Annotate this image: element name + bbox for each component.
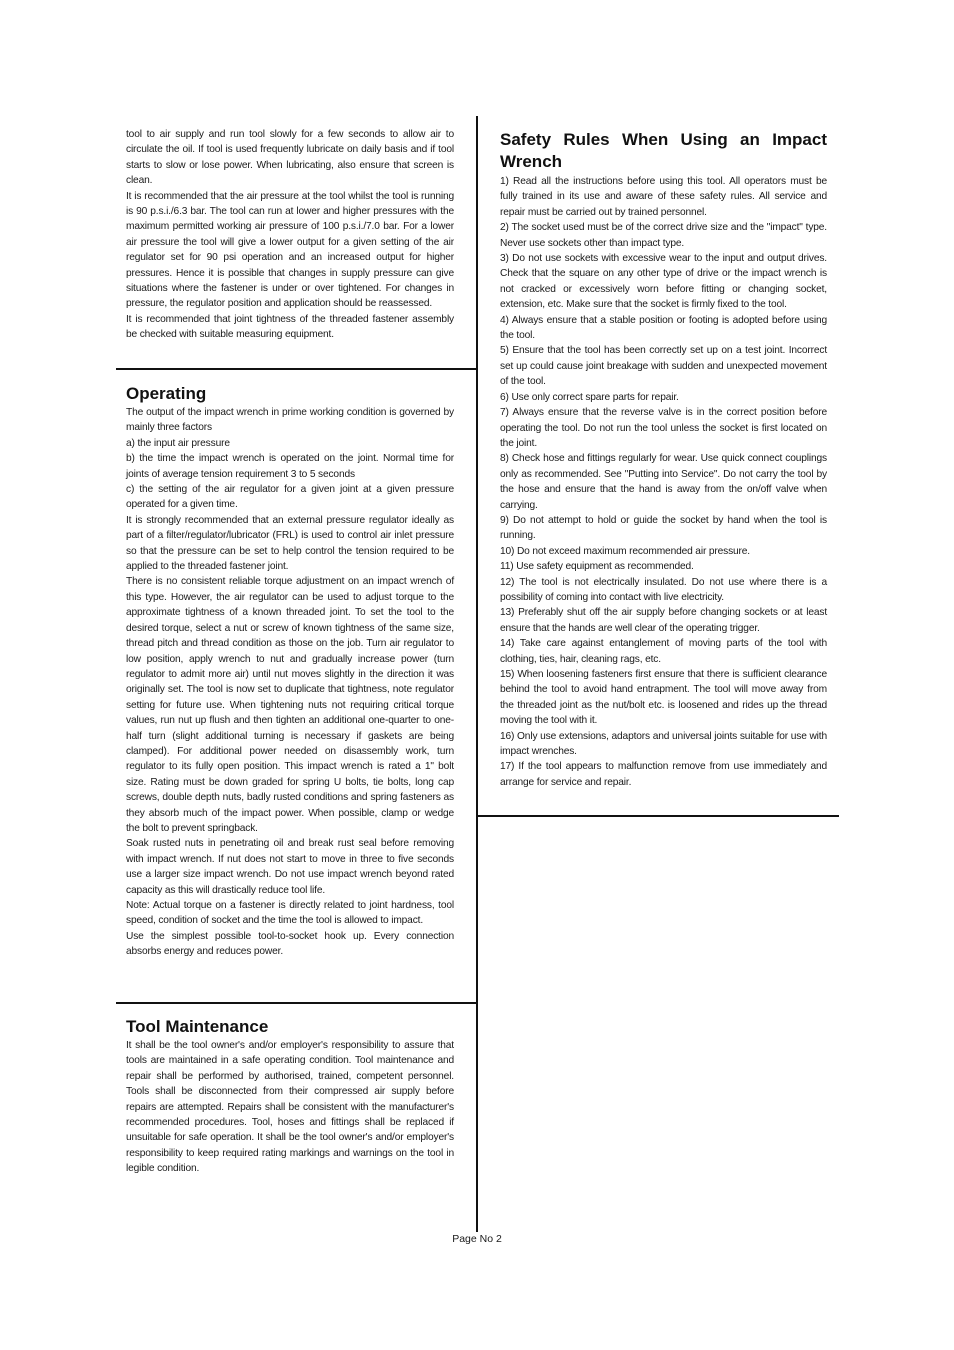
- paragraph: The output of the impact wrench in prime working condition is governed by mainly three factors: [126, 407, 454, 434]
- paragraph: Use the simplest possible tool-to-socket hook up. Every connection absorbs energy and reduces power.: [126, 930, 454, 958]
- paragraph: There is no consistent reliable torque adjustment on an impact wrench of this type. However, the air regulator can be used to adjust torque to the approximate tightness of a known threaded joint. To set the tool to the desired torque, select a nut or screw of known tightness of the same size, thread pitch and thread condition as those on the job. Turn air regulator to low position, apply wrench to nut and gradually increase power (turn regulator to admit more air) until nut moves slightly in the direction it was originally set. The tool is now set to duplicate that tightness, note regulator setting for future use. When tightening nuts not requiring critical torque values, run nut up flush and then tighten an additional one-quarter to one-half turn (slight additional turning is necessary if gaskets are being clamped). For additional power needed on disassembly work, turn regulator to its fully open position. This impact wrench is rated a 1" bolt size. Rating must be down graded for spring U bolts, tie bolts, long cap screws, double depth nuts, badly rusted conditions and spring fasteners as they absorb much of the impact power. When possible, clamp or wedge the bolt to prevent springback.: [126, 576, 454, 834]
- safety-rule: 12) The tool is not electrically insulated. Do not use where there is a possibility of coming into contact with live electricity.: [500, 576, 827, 603]
- paragraph: tool to air supply and run tool slowly for a few seconds to allow air to circulate the oil. If tool is used frequently lubricate on daily basis and if tool starts to slow or lose power. When lubricating, also ensure that screen is clean.: [126, 129, 454, 187]
- safety-section: [500, 129, 827, 790]
- paragraph: It is recommended that the air pressure at the tool whilst the tool is running is 90 p.s.i./6.3 bar. The tool can run at lower and higher pressures with the maximum permitted working air pressure of 100 p.s.i./7.0 bar. For a lower air pressure the tool will give a lower output for a given setting of the air regulator set for 90 psi operation and an increased output for higher pressures. Hence it is possible that changes in supply pressure can give situations where the fastener is under or over tightened. For changes in pressure, the regulator position and application should be reassessed.: [126, 190, 454, 310]
- operating-section: [126, 383, 454, 960]
- safety-rule: 13) Preferably shut off the air supply before changing sockets or at least ensure that the hands are well clear of the operating trigger.: [500, 607, 827, 634]
- safety-rule: 8) Check hose and fittings regularly for wear. Use quick connect couplings only as recommended. See "Putting into Service". Do not carry the tool by the hose and ensure that the hand is away from the on/off valve when carrying.: [500, 453, 827, 511]
- safety-rule: 11) Use safety equipment as recommended.: [500, 561, 694, 573]
- paragraph: Note: Actual torque on a fastener is directly related to joint hardness, tool speed, condition of socket and the time the tool is allowed to impact.: [126, 900, 454, 927]
- section-rule-intro: [116, 368, 476, 370]
- safety-rule: 10) Do not exceed maximum recommended air pressure.: [500, 545, 750, 557]
- paragraph: b) the time the impact wrench is operated on the joint. Normal time for joints of average tension requirement 3 to 5 seconds: [126, 453, 454, 480]
- safety-rule: 16) Only use extensions, adaptors and universal joints suitable for use with impact wrenches.: [500, 730, 827, 758]
- safety-rule: 7) Always ensure that the reverse valve is in the correct position before operating the tool. Do not run the tool unless the socket is first located on the joint.: [500, 407, 827, 449]
- paragraph: It is recommended that joint tightness of the threaded fastener assembly be checked with suitable measuring equipment.: [126, 313, 454, 341]
- section-heading-safety: Safety Rules When Using an Impact Wrench: [500, 130, 827, 171]
- paragraph: It is strongly recommended that an external pressure regulator ideally as part of a filter/regulator/lubricator (FRL) is used to control air inlet pressure so that the pressure can be set to help control the tension required to be applied to the threaded fastener joint.: [126, 514, 454, 573]
- intro-section: [126, 127, 454, 343]
- safety-rule: 3) Do not use sockets with excessive wear to the input and output drives. Check that the square on any other type of drive or the impact wrench is not cracked or excessively worn before fitting or changing socket, extension, etc. Make sure that the socket is firmly fixed to the tool.: [500, 253, 827, 311]
- safety-rule: 6) Use only correct spare parts for repair.: [500, 391, 679, 403]
- safety-rule: 5) Ensure that the tool has been correctly set up on a test joint. Incorrect set up could cause joint breakage with sudden and unexpected movement of the tool.: [500, 345, 827, 388]
- safety-rule: 9) Do not attempt to hold or guide the socket by hand when the tool is running.: [500, 514, 827, 542]
- safety-rule: 1) Read all the instructions before using this tool. All operators must be fully trained in its use and aware of these safety rules. All service and repair must be carried out by trained personnel.: [500, 176, 827, 218]
- safety-rule: 17) If the tool appears to malfunction remove from use immediately and arrange for service and repair.: [500, 761, 827, 788]
- safety-rule: 4) Always ensure that a stable position or footing is adopted before using the tool.: [500, 314, 827, 342]
- section-heading-maintenance: Tool Maintenance: [126, 1017, 269, 1036]
- paragraph: It shall be the tool owner's and/or employer's responsibility to assure that tools are maintained in a safe operating condition. Tool maintenance and repair shall be performed by authorised, trained, competent personnel. Tools shall be disconnected from their compressed air supply before repairs are attempted. Repairs shall be consistent with the manufacturer's recommended procedures. Tool, hoses and fittings shall be replaced if unsuitable for safe operation. It shall be the tool owner's and/or employer's responsibility to keep required rating markings and warnings on the tool in legible condition.: [126, 1040, 454, 1175]
- section-heading-operating: Operating: [126, 384, 207, 403]
- paragraph: a) the input air pressure: [126, 437, 230, 449]
- section-rule-safety: [478, 815, 839, 817]
- maintenance-section: [126, 1016, 454, 1177]
- column-divider: [476, 116, 478, 1232]
- section-rule-operating: [116, 1002, 476, 1004]
- paragraph: Soak rusted nuts in penetrating oil and break rust seal before removing with impact wrench. If nut does not start to move in three to five seconds use a larger size impact wrench. Do not use impact wrench beyond rated capacity as this will drastically reduce tool life.: [126, 838, 454, 896]
- page-number: Page No 2: [452, 1233, 502, 1245]
- safety-rule: 15) When loosening fasteners first ensure that there is sufficient clearance behind the tool to avoid hand entrapment. The tool will move away from the threaded joint as the nut/bolt etc. is loosened and rides up the thread moving the tool with it.: [500, 669, 827, 727]
- paragraph: c) the setting of the air regulator for a given joint at a given pressure operated for a given time.: [126, 484, 454, 511]
- safety-rule: 14) Take care against entanglement of moving parts of the tool with clothing, ties, hair, cleaning rags, etc.: [500, 638, 827, 665]
- safety-rule: 2) The socket used must be of the correct drive size and the "impact" type. Never use sockets other than impact type.: [500, 222, 827, 249]
